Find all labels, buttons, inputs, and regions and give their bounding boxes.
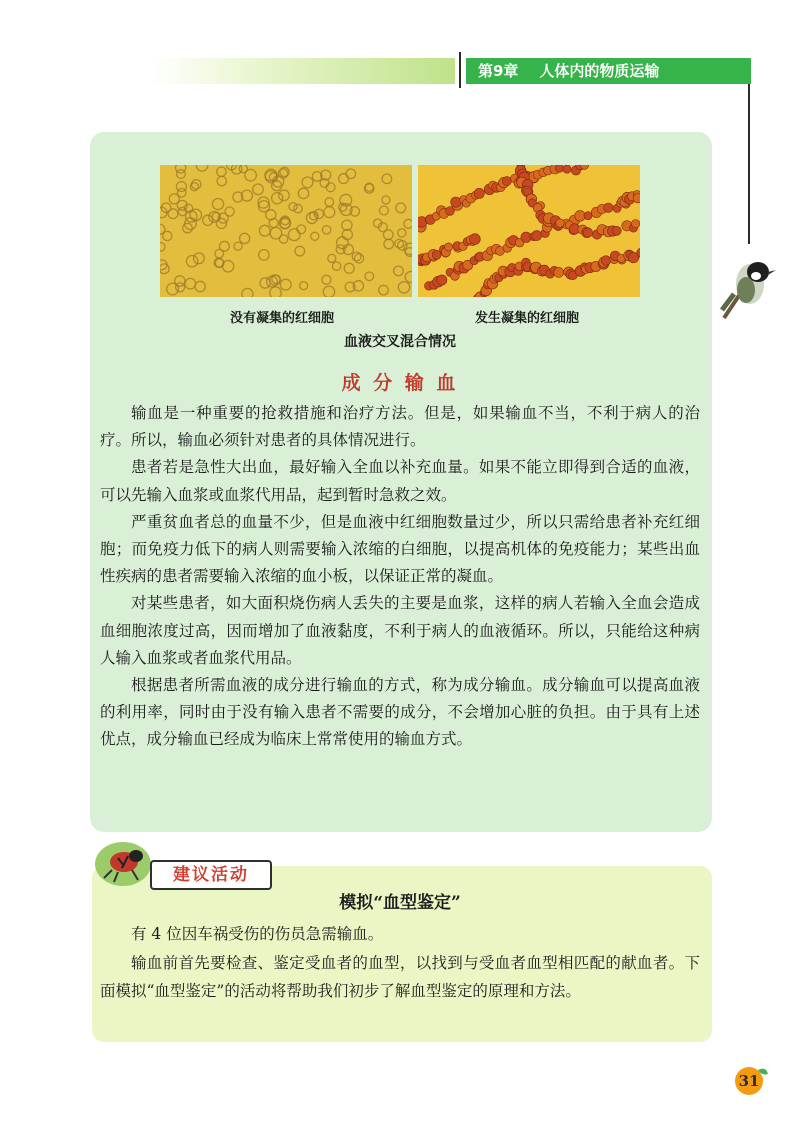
paragraph: 患者若是急性大出血，最好输入全血以补充血量。如果不能立即得到合适的血液，可以先输入血浆或血浆代用品，起到暂时急救之效。 bbox=[100, 458, 700, 504]
photo-agglutinated-cells bbox=[418, 165, 640, 297]
header-gradient-bar bbox=[150, 58, 455, 84]
chapter-title: 第9章 人体内的物质运输 bbox=[466, 58, 751, 84]
paragraph: 输血前首先要检查、鉴定受血者的血型，以找到与受血者血型相匹配的献血者。下面模拟“血型鉴定”的活动将帮助我们初步了解血型鉴定的原理和方法。 bbox=[100, 953, 700, 1000]
margin-line bbox=[748, 84, 750, 244]
paragraph: 有 4 位因车祸受伤的伤员急需输血。 bbox=[131, 925, 384, 943]
header-divider bbox=[459, 52, 461, 88]
bird-icon bbox=[720, 250, 780, 320]
paragraph: 对某些患者，如大面积烧伤病人丢失的主要是血浆，这样的病人若输入全血会造成血细胞浓度过高，因而增加了血液黏度，不利于病人的血液循环。所以，只能给这种病人输入血浆或者血浆代用品。 bbox=[100, 594, 700, 667]
activity-body bbox=[100, 920, 700, 1006]
figure-title: 血液交叉混合情况 bbox=[344, 334, 456, 350]
paragraph: 根据患者所需血液的成分进行输血的方式，称为成分输血。成分输血可以提高血液的利用率，同时由于没有输入患者不需要的成分，不会增加心脏的负担。由于具有上述优点，成分输血已经成为临床上常常使用的输血方式。 bbox=[100, 676, 700, 749]
caption-unagglutinated: 没有凝集的红细胞 bbox=[230, 311, 335, 326]
beetle-icon bbox=[92, 836, 154, 888]
section-body bbox=[100, 400, 700, 754]
paragraph: 输血是一种重要的抢救措施和治疗方法。但是，如果输血不当，不利于病人的治疗。所以，输血必须针对患者的具体情况进行。 bbox=[100, 404, 700, 450]
section-title: 成 分 输 血 bbox=[341, 372, 459, 394]
activity-label: 建议活动 bbox=[150, 860, 272, 890]
caption-agglutinated: 发生凝集的红细胞 bbox=[475, 311, 580, 326]
paragraph: 严重贫血者总的血量不少，但是血液中红细胞数量过少，所以只需给患者补充红细胞；而免疫力低下的病人则需要输入浓缩的白细胞，以提高机体的免疫能力；某些出血性疾病的患者需要输入浓缩的血小板，以保证正常的凝血。 bbox=[100, 512, 700, 586]
activity-title: 模拟“血型鉴定” bbox=[339, 893, 461, 913]
photo-unagglutinated-cells bbox=[160, 165, 412, 297]
page-number: 31 bbox=[738, 1072, 760, 1090]
